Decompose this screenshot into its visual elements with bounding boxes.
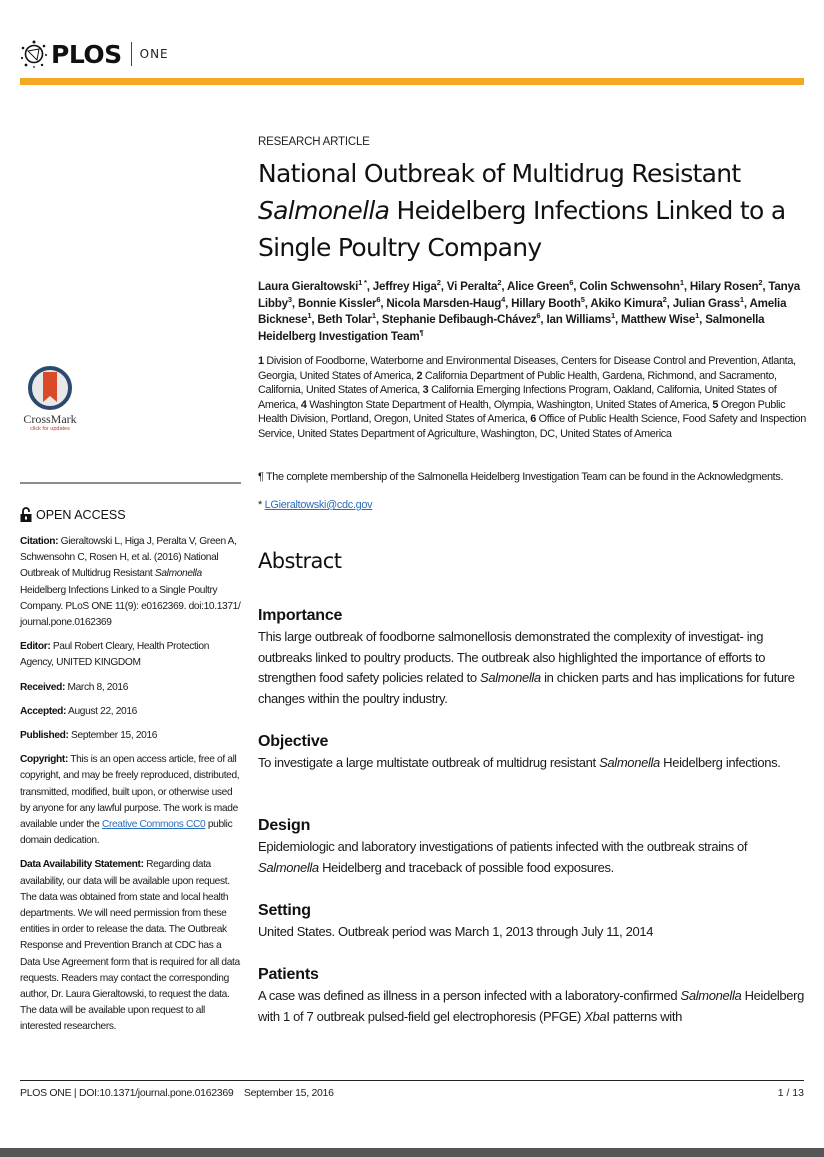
section-setting <box>258 902 808 943</box>
author: Julian Grass$^1$ <box>672 294 744 310</box>
affiliation-text: California Department of Public Health, Gardena, Richmond, and Sacramento, California, United States of America, <box>258 369 777 397</box>
plos-one-logo[interactable] <box>20 38 169 70</box>
section-body: A case was defined as illness in a person infected with a laboratory-confirmed Salmonella Heidelberg with 1 of 7 outbreak pulsed-field gel electrophoresis (PFGE) XbaI patterns with <box>258 988 805 1024</box>
author: Ian Williams$^1$ <box>546 311 615 326</box>
crossmark-label: CrossMark <box>23 412 77 426</box>
author: Beth Tolar$^1$ <box>317 311 376 326</box>
section-heading: Objective <box>258 733 329 750</box>
section-body: United States. Outbreak period was March 1, 2013 through July 11, 2014 <box>258 924 654 939</box>
journal-brand: PLOS <box>51 39 122 69</box>
article-type: RESEARCH ARTICLE <box>258 136 370 148</box>
affiliation-text: Division of Foodborne, Waterborne and Environmental Diseases, Centers for Disease Control and Prevention, Atlanta, Georgia, United States of America, <box>258 355 796 382</box>
section-heading: Design <box>258 817 311 834</box>
author: Hilary Rosen$^2$ <box>689 278 763 293</box>
crossmark-badge[interactable] <box>17 366 83 432</box>
crossmark-sublabel: click for updates <box>30 426 70 432</box>
abstract-heading: Abstract <box>258 549 342 573</box>
author: Alice Green$^6$ <box>507 278 574 293</box>
affiliation-number: 3 <box>422 384 429 397</box>
author: Bonnie Kissler$^6$ <box>297 294 381 310</box>
affiliation-number: 2 <box>416 369 423 382</box>
section-heading: Setting <box>258 902 311 919</box>
header-accent-bar <box>20 78 804 85</box>
affiliation-text: Oregon Public Health Division, Portland, Oregon, United States of America, <box>258 398 786 426</box>
published-date: Published: September 15, 2016 <box>20 730 158 742</box>
author: Salmonella Heidelberg Investigation Team¶ <box>258 313 765 343</box>
article-title: National Outbreak of Multidrug Resistant Salmonella Heidelberg Infections Linked to a Single Poultry Company <box>258 159 786 262</box>
footer-doi: PLOS ONE | DOI:10.1371/journal.pone.0162369 September 15, 2016 <box>20 1087 334 1099</box>
affiliations <box>258 354 808 442</box>
author: Matthew Wise$^1$ <box>621 311 700 326</box>
data-availability-statement: Data Availability Statement: Regarding data availability, our data will be available upon request. The data was obtained from state and local health departments. We will need permission from these entities in order to release the data. The Outbreak Response and Prevention Branch at CDC has a Data Use Agreement form that is required for all data requests. Readers may contact the corresponding author, Dr. Laura Gieraltowski, to request the data. The data will be available upon request to all interested researchers. <box>20 859 240 1033</box>
section-importance <box>258 607 808 709</box>
corresponding-email: * LGieraltowski@cdc.gov <box>258 499 373 511</box>
email-link[interactable]: LGieraltowski@cdc.gov <box>264 499 373 511</box>
logo-divider <box>131 42 132 66</box>
section-objective <box>258 733 808 774</box>
citation: Citation: Gieraltowski L, Higa J, Peralta V, Green A, Schwensohn C, Rosen H, et al. (2016) National Outbreak of Multidrug Resistant Salmonella Heidelberg Infections Linked to a Single Poultry Company. PLoS ONE 11(9): e0162369. doi:10.1371/ journal.pone.0162369 <box>20 536 241 629</box>
affiliation-text: Office of Public Health Science, Food Safety and Inspection Service, United States Department of Agriculture, Washington, DC, United States of America <box>258 413 806 440</box>
author: Laura Gieraltowski$^{1 *}$ <box>258 278 367 293</box>
section-design <box>258 817 808 878</box>
affiliation-number: 1 <box>258 355 264 367</box>
open-access-text: OPEN ACCESS <box>36 507 126 522</box>
section-heading: Importance <box>258 607 343 624</box>
author-list: Laura Gieraltowski$^{1 *}$, Jeffrey Higa$^2$, Vi Peralta$^2$, Alice Green$^6$, Colin Schwensohn$^1$, Hilary Rosen$^2$, Tanya Libby$^3$, Bonnie Kissler$^6$, Nicola Marsden-Haug$^4$, Hillary Booth$^5$, Akiko Kimura$^2$, Julian Grass$^1$, Amelia Bicknese$^1$, Beth Tolar$^1$, Stephanie Defibaugh-Chávez$^6$, Ian Williams$^1$, Matthew Wise$^1$, Salmonella Heidelberg Investigation Team¶ <box>258 278 801 343</box>
open-access-label <box>20 507 126 522</box>
affiliation-number: 5 <box>712 398 719 411</box>
open-lock-icon <box>20 507 32 522</box>
author: Hillary Booth$^5$ <box>511 294 585 310</box>
received-date: Received: March 8, 2016 <box>20 681 129 693</box>
plos-globe-icon <box>20 40 48 68</box>
page-number: 1 / 13 <box>777 1087 804 1099</box>
author: Amelia Bicknese$^1$ <box>258 296 787 326</box>
footer-divider <box>20 1080 804 1081</box>
affiliation-text: California Emerging Infections Program, Oakland, California, United States of America, <box>258 384 777 411</box>
section-heading: Patients <box>258 966 319 983</box>
author: Stephanie Defibaugh-Chávez$^6$ <box>381 311 541 326</box>
crossmark-icon <box>28 366 72 410</box>
cc0-license-link[interactable]: Creative Commons CC0 <box>101 819 206 831</box>
affiliation-number: 4 <box>300 398 307 411</box>
editor: Editor: Paul Robert Cleary, Health Protection Agency, UNITED KINGDOM <box>20 641 210 669</box>
accepted-date: Accepted: August 22, 2016 <box>20 705 137 717</box>
journal-sub: ONE <box>139 47 169 61</box>
section-body: This large outbreak of foodborne salmonellosis demonstrated the complexity of investigat- ing outbreaks linked to poultry products. The outbreak also highlighted the importance of efforts to strengthen food safety policies related to Salmonella in chicken parts and has implications for future changes within the poultry industry. <box>258 629 795 706</box>
section-patients <box>258 966 808 1027</box>
copyright: Copyright: This is an open access article, free of all copyright, and may be freely reproduced, distributed, transmitted, modified, built upon, or otherwise used by anyone for any lawful purpose. The work is made available under the Creative Commons CC0 public domain dedication. <box>20 754 240 847</box>
article-metadata-sidebar <box>20 534 242 1044</box>
author: Vi Peralta$^2$ <box>446 278 502 293</box>
author: Nicola Marsden-Haug$^4$ <box>386 294 506 310</box>
section-body: Epidemiologic and laboratory investigations of patients infected with the outbreak strains of Salmonella Heidelberg and traceback of possible food exposures. <box>258 839 748 875</box>
viewer-bottom-bar <box>0 1148 824 1157</box>
team-note: ¶ The complete membership of the Salmonella Heidelberg Investigation Team can be found in the Acknowledgments. <box>258 471 784 483</box>
sidebar-divider <box>20 482 241 484</box>
affiliation-number: 6 <box>530 413 536 426</box>
author: Colin Schwensohn$^1$ <box>579 278 684 293</box>
author: Tanya Libby$^3$ <box>258 280 801 310</box>
affiliation-text: Washington State Department of Health, Olympia, Washington, United States of America, <box>306 398 713 411</box>
author: Akiko Kimura$^2$ <box>590 294 667 310</box>
author: Jeffrey Higa$^2$ <box>372 278 441 293</box>
section-body: To investigate a large multistate outbreak of multidrug resistant Salmonella Heidelberg infections. <box>258 755 781 770</box>
